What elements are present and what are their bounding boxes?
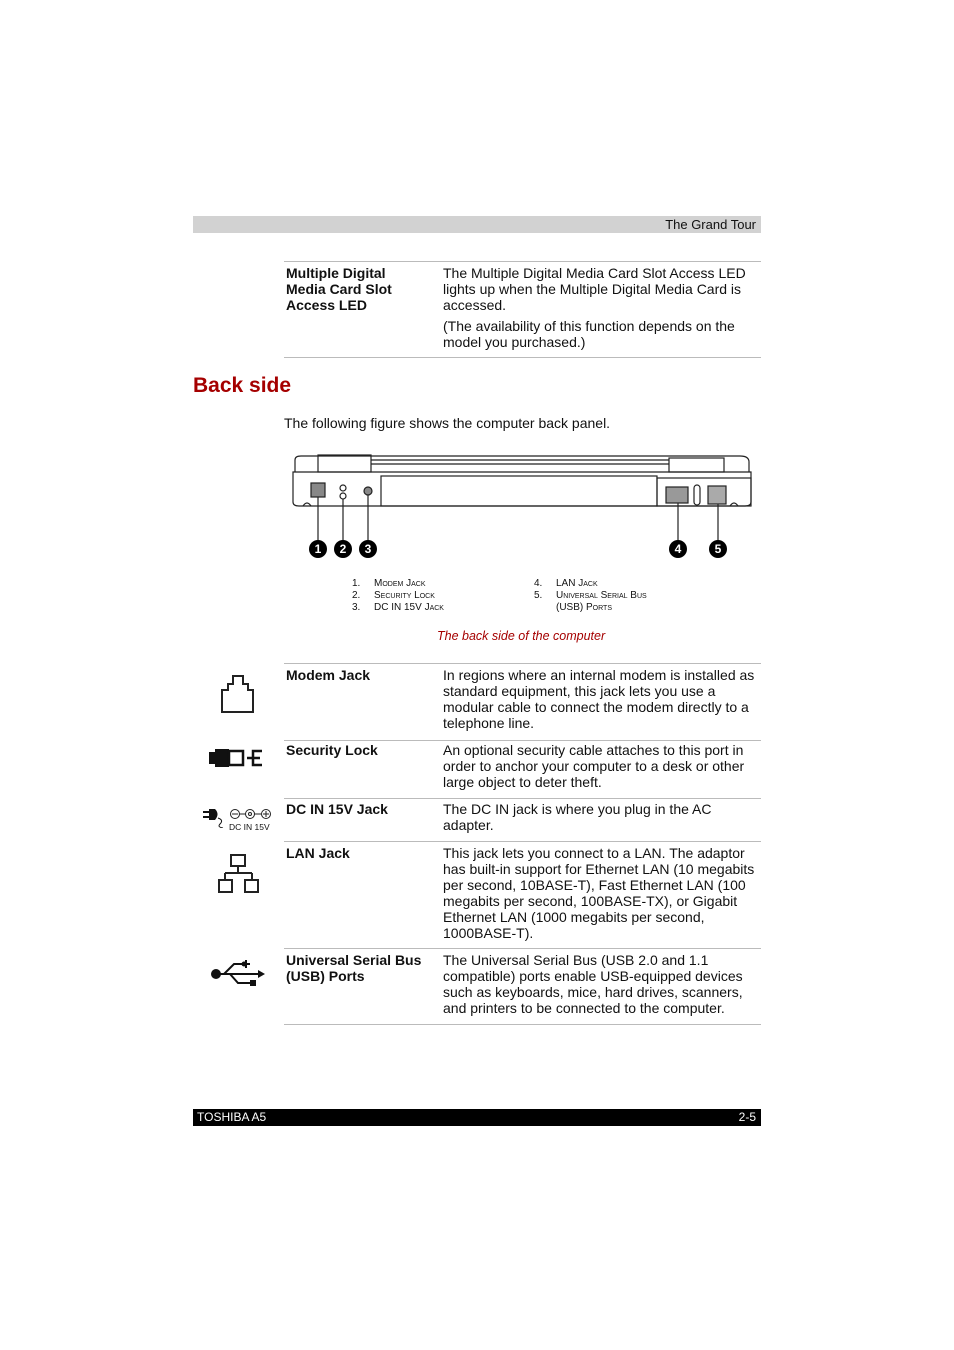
modem-jack-icon — [220, 674, 256, 714]
section-heading: Back side — [193, 374, 292, 397]
figure-legend-left — [352, 578, 444, 614]
term-modem-jack: Modem Jack — [286, 667, 371, 683]
divider — [284, 1024, 761, 1025]
dc-polarity-icon — [229, 808, 275, 820]
svg-text:3: 3 — [364, 542, 372, 556]
figure-caption: The back side of the computer — [437, 629, 606, 643]
divider — [284, 948, 761, 949]
legend-item: 1. Modem Jack — [352, 578, 426, 589]
page-number: 2-5 — [738, 1110, 756, 1124]
security-lock-icon — [207, 747, 265, 769]
svg-text:4: 4 — [674, 542, 682, 556]
legend-item: 4. LAN Jack — [534, 578, 598, 589]
legend-item: 3. DC IN 15V Jack — [352, 602, 444, 613]
product-name: TOSHIBA A5 — [197, 1110, 267, 1124]
divider — [284, 663, 761, 664]
svg-text:2: 2 — [339, 542, 347, 556]
desc-lan-jack: This jack lets you connect to a LAN. The adaptor has built-in support for Ethernet LAN (10 megabits per second, 10BASE-T), Fast Ethernet LAN (100 megabits per second, 100BASE-TX), or Gigabit Ethernet LAN (1000 megabits per second, 1000BASE-T). — [443, 845, 755, 941]
dc-plug-icon — [201, 806, 231, 828]
divider — [284, 798, 761, 799]
dc-icon-label: DC IN 15V — [229, 822, 270, 832]
term-dc-in: DC IN 15V Jack — [286, 801, 388, 817]
lan-network-icon — [216, 853, 262, 895]
term-usb: Universal Serial Bus (USB) Ports — [286, 952, 422, 984]
term-lan-jack: LAN Jack — [286, 845, 350, 861]
svg-text:5: 5 — [714, 542, 722, 556]
figure-legend-right — [534, 578, 664, 614]
running-header — [193, 216, 761, 233]
svg-text:1: 1 — [314, 542, 322, 556]
desc-para: (The availability of this function depends on the model you purchased.) — [443, 318, 735, 350]
desc-media-card-led — [443, 265, 755, 355]
back-panel-figure — [285, 450, 760, 565]
desc-dc-in: The DC IN jack is where you plug in the AC adapter. — [443, 801, 712, 833]
term-security-lock: Security Lock — [286, 742, 378, 758]
running-footer — [193, 1109, 761, 1126]
desc-modem-jack: In regions where an internal modem is installed as standard equipment, this jack lets you use a modular cable to connect the modem directly to a telephone line. — [443, 667, 755, 731]
legend-item: 5. Universal Serial Bus (USB) Ports — [534, 590, 647, 613]
desc-usb: The Universal Serial Bus (USB 2.0 and 1.1 compatible) ports enable USB-equipped devices such as keyboards, mice, hard drives, scanners, and printers to be connected to the computer. — [443, 952, 743, 1016]
divider — [284, 841, 761, 842]
desc-para: The Multiple Digital Media Card Slot Access LED lights up when the Multiple Digital Media Card is accessed. — [443, 265, 746, 313]
divider — [284, 357, 761, 358]
legend-item: 2. Security Lock — [352, 590, 435, 601]
section-title: The Grand Tour — [665, 217, 756, 232]
usb-icon — [208, 956, 268, 990]
divider — [284, 261, 761, 262]
intro-text: The following figure shows the computer back panel. — [284, 415, 611, 431]
desc-security-lock: An optional security cable attaches to this port in order to anchor your computer to a desk or other large object to deter theft. — [443, 742, 745, 790]
term-media-card-led: Multiple Digital Media Card Slot Access LED — [286, 265, 392, 313]
divider — [284, 740, 761, 741]
